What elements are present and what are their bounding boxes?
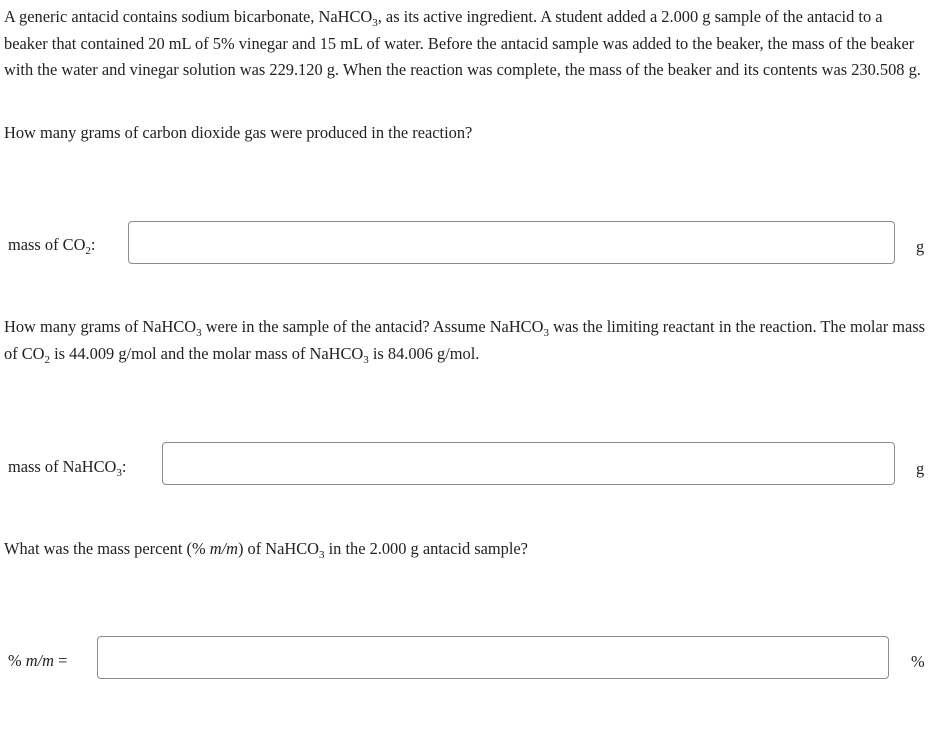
co2-mass-label: mass of $CO_2$: xyxy=(8,235,96,257)
question-co2-mass: How many grams of carbon dioxide gas were produced in the reaction? xyxy=(4,123,473,142)
co2-mass-unit: g xyxy=(916,237,925,256)
nahco3-mass-label: mass of NaHCO$_3$: xyxy=(8,457,127,479)
mass-percent-unit: % xyxy=(911,652,925,671)
nahco3-mass-input[interactable] xyxy=(162,442,895,485)
mass-percent-input[interactable] xyxy=(97,636,889,679)
mass-percent-label: % m/m = xyxy=(8,651,68,670)
nahco3-mass-unit: g xyxy=(916,459,925,478)
question-mass-percent: What was the mass percent (% m/m) of NaHCO$_3$ in the 2.000 g antacid sample? xyxy=(4,539,528,561)
problem-statement: A generic antacid contains sodium bicarbonate, NaHCO$_3$, as its active ingredient. A student added a 2.000 g sample of the antacid to a beaker that contained 20 mL of 5% vinegar and 15 mL of water. Before the antacid sample was added to the beaker, the mass of the beaker with the water and vinegar solution was 229.120 g. When the reaction was complete, the mass of the beaker and its contents was 230.508 g. xyxy=(4,7,921,79)
co2-mass-input[interactable] xyxy=(128,221,895,264)
question-nahco3-mass: How many grams of NaHCO$_3$ were in the sample of the antacid? Assume NaHCO$_3$ was the limiting reactant in the reaction. The molar mass of $CO_2$ is 44.009 g/mol and the molar mass of NaHCO$_3$ is 84.006 g/mol. xyxy=(4,317,926,366)
